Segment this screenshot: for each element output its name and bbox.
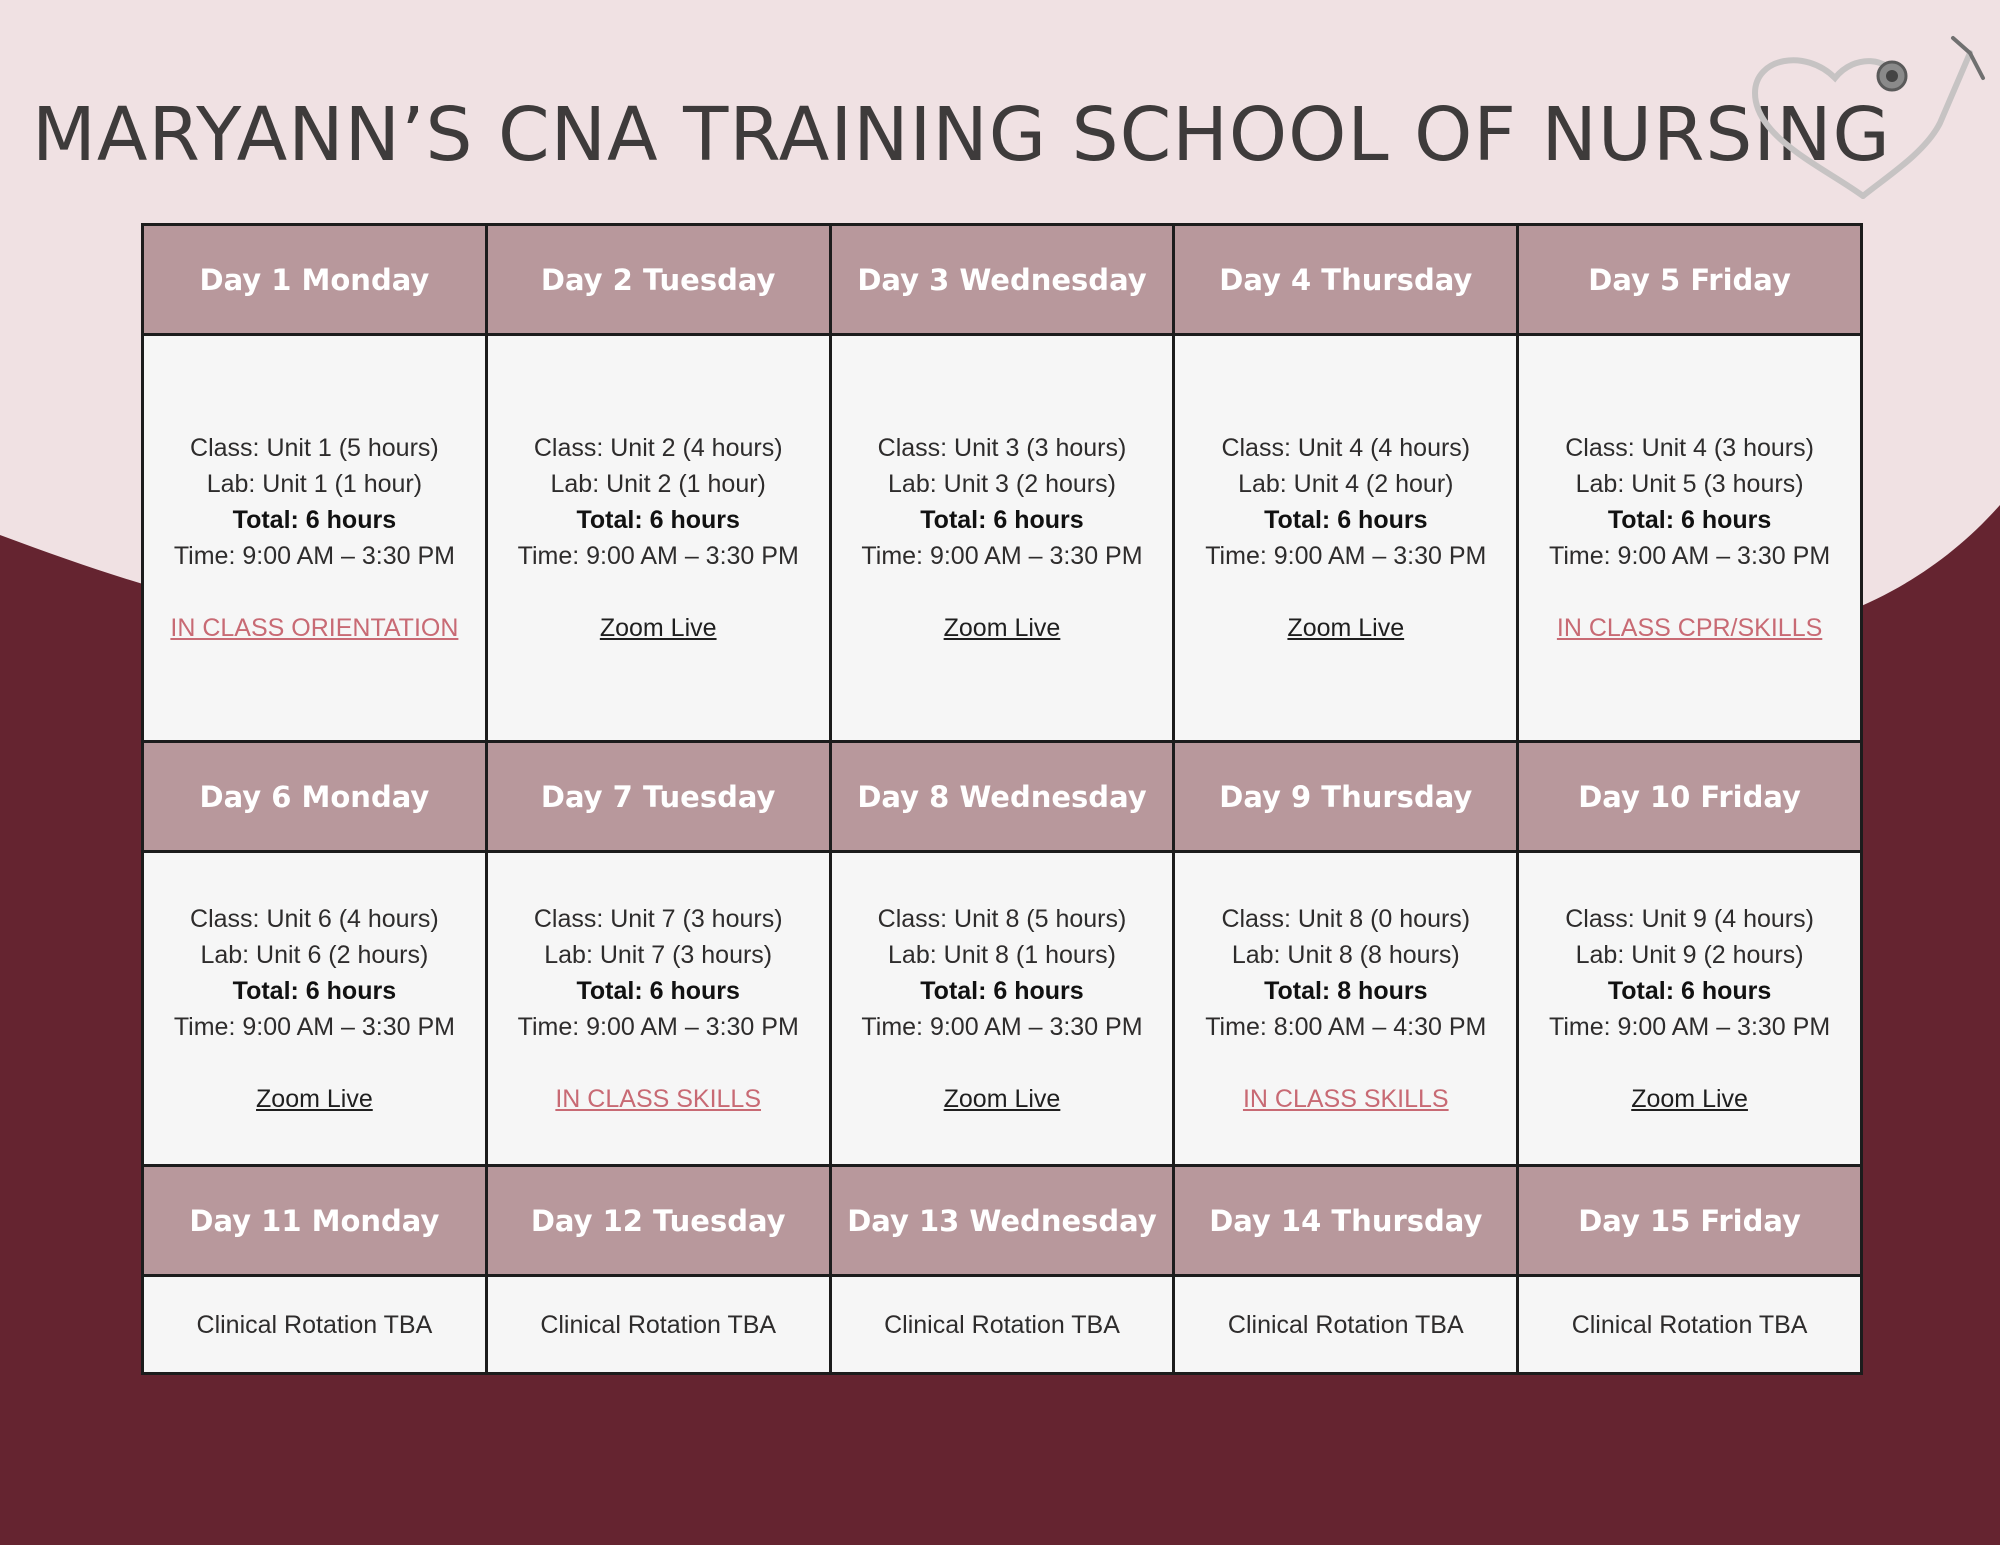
- day-heading: Day 7 Tuesday: [488, 743, 829, 850]
- lab-hours: Lab: Unit 8 (1 hours): [888, 940, 1116, 969]
- time-range: Time: 9:00 AM – 3:30 PM: [517, 1012, 799, 1041]
- day-cell: [488, 336, 829, 740]
- day-cell: [144, 336, 485, 740]
- time-range: Time: 8:00 AM – 4:30 PM: [1205, 1012, 1487, 1041]
- day-cell: [488, 1277, 829, 1372]
- total-hours: Total: 6 hours: [1607, 976, 1772, 1005]
- zoom-live-link[interactable]: Zoom Live: [943, 1084, 1061, 1113]
- lab-hours: Lab: Unit 7 (3 hours): [544, 940, 773, 969]
- time-range: Time: 9:00 AM – 3:30 PM: [1549, 1012, 1831, 1041]
- day-cell: [144, 853, 485, 1164]
- lab-hours: Lab: Unit 6 (2 hours): [200, 940, 429, 969]
- day-cell: [1175, 853, 1516, 1164]
- day-heading: Day 2 Tuesday: [488, 226, 829, 333]
- day-heading: Day 3 Wednesday: [832, 226, 1173, 333]
- total-hours: Total: 6 hours: [920, 506, 1084, 534]
- total-hours: Total: 6 hours: [576, 506, 740, 534]
- in-class-link[interactable]: IN CLASS ORIENTATION: [170, 614, 459, 642]
- total-hours: Total: 8 hours: [1264, 976, 1428, 1005]
- class-hours: Class: Unit 2 (4 hours): [533, 434, 783, 462]
- day-heading: Day 8 Wednesday: [832, 743, 1173, 850]
- day-heading: Day 9 Thursday: [1175, 743, 1516, 850]
- class-hours: Class: Unit 9 (4 hours): [1565, 904, 1814, 933]
- zoom-live-link[interactable]: Zoom Live: [1631, 1084, 1748, 1113]
- day-cell: [1175, 336, 1516, 740]
- schedule-grid: [141, 223, 1863, 1375]
- class-hours: Class: Unit 8 (0 hours): [1221, 904, 1471, 933]
- class-hours: Class: Unit 8 (5 hours): [877, 904, 1127, 933]
- clinical-rotation-text: Clinical Rotation TBA: [1227, 1310, 1464, 1339]
- total-hours: Total: 6 hours: [232, 506, 397, 534]
- total-hours: Total: 6 hours: [232, 976, 397, 1005]
- in-class-link[interactable]: IN CLASS SKILLS: [555, 1084, 762, 1113]
- day-cell: [144, 1277, 485, 1372]
- time-range: Time: 9:00 AM – 3:30 PM: [1205, 542, 1487, 570]
- lab-hours: Lab: Unit 3 (2 hours): [888, 470, 1116, 498]
- lab-hours: Lab: Unit 1 (1 hour): [206, 470, 423, 498]
- class-hours: Class: Unit 4 (3 hours): [1565, 434, 1814, 462]
- day-cell: [1519, 1277, 1860, 1372]
- lab-hours: Lab: Unit 5 (3 hours): [1575, 470, 1804, 498]
- stethoscope-heart-icon: [1735, 28, 1990, 208]
- day-heading: Day 4 Thursday: [1175, 226, 1516, 333]
- day-cell: [1519, 336, 1860, 740]
- day-heading: Day 14 Thursday: [1175, 1167, 1516, 1274]
- zoom-live-link[interactable]: Zoom Live: [1287, 614, 1405, 642]
- clinical-rotation-text: Clinical Rotation TBA: [1571, 1310, 1808, 1339]
- class-hours: Class: Unit 3 (3 hours): [877, 434, 1127, 462]
- time-range: Time: 9:00 AM – 3:30 PM: [173, 1012, 455, 1041]
- class-hours: Class: Unit 4 (4 hours): [1221, 434, 1471, 462]
- zoom-live-link[interactable]: Zoom Live: [256, 1084, 373, 1113]
- time-range: Time: 9:00 AM – 3:30 PM: [1549, 542, 1831, 570]
- page-title: MARYANN’S CNA TRAINING SCHOOL OF NURSING: [32, 92, 1891, 178]
- zoom-live-link[interactable]: Zoom Live: [599, 614, 717, 642]
- lab-hours: Lab: Unit 2 (1 hour): [550, 470, 766, 498]
- in-class-link[interactable]: IN CLASS CPR/SKILLS: [1556, 614, 1823, 642]
- in-class-link[interactable]: IN CLASS SKILLS: [1242, 1084, 1449, 1113]
- day-cell: [1175, 1277, 1516, 1372]
- day-heading: Day 1 Monday: [144, 226, 485, 333]
- clinical-rotation-text: Clinical Rotation TBA: [540, 1310, 777, 1339]
- day-heading: Day 6 Monday: [144, 743, 485, 850]
- lab-hours: Lab: Unit 8 (8 hours): [1231, 940, 1460, 969]
- class-hours: Class: Unit 7 (3 hours): [533, 904, 783, 933]
- time-range: Time: 9:00 AM – 3:30 PM: [861, 1012, 1143, 1041]
- day-heading: Day 12 Tuesday: [488, 1167, 829, 1274]
- total-hours: Total: 6 hours: [1264, 506, 1428, 534]
- day-heading: Day 5 Friday: [1519, 226, 1860, 333]
- day-heading: Day 10 Friday: [1519, 743, 1860, 850]
- class-hours: Class: Unit 6 (4 hours): [190, 904, 439, 933]
- total-hours: Total: 6 hours: [1607, 506, 1772, 534]
- time-range: Time: 9:00 AM – 3:30 PM: [517, 542, 799, 570]
- class-hours: Class: Unit 1 (5 hours): [190, 434, 439, 462]
- total-hours: Total: 6 hours: [920, 976, 1084, 1005]
- time-range: Time: 9:00 AM – 3:30 PM: [861, 542, 1143, 570]
- day-heading: Day 15 Friday: [1519, 1167, 1860, 1274]
- day-cell: [832, 336, 1173, 740]
- day-heading: Day 13 Wednesday: [832, 1167, 1173, 1274]
- total-hours: Total: 6 hours: [576, 976, 740, 1005]
- day-cell: [832, 1277, 1173, 1372]
- time-range: Time: 9:00 AM – 3:30 PM: [173, 542, 455, 570]
- clinical-rotation-text: Clinical Rotation TBA: [884, 1310, 1120, 1339]
- lab-hours: Lab: Unit 9 (2 hours): [1575, 940, 1804, 969]
- clinical-rotation-text: Clinical Rotation TBA: [196, 1310, 433, 1339]
- lab-hours: Lab: Unit 4 (2 hour): [1238, 470, 1454, 498]
- day-cell: [488, 853, 829, 1164]
- day-cell: [1519, 853, 1860, 1164]
- zoom-live-link[interactable]: Zoom Live: [943, 614, 1061, 642]
- day-heading: Day 11 Monday: [144, 1167, 485, 1274]
- day-cell: [832, 853, 1173, 1164]
